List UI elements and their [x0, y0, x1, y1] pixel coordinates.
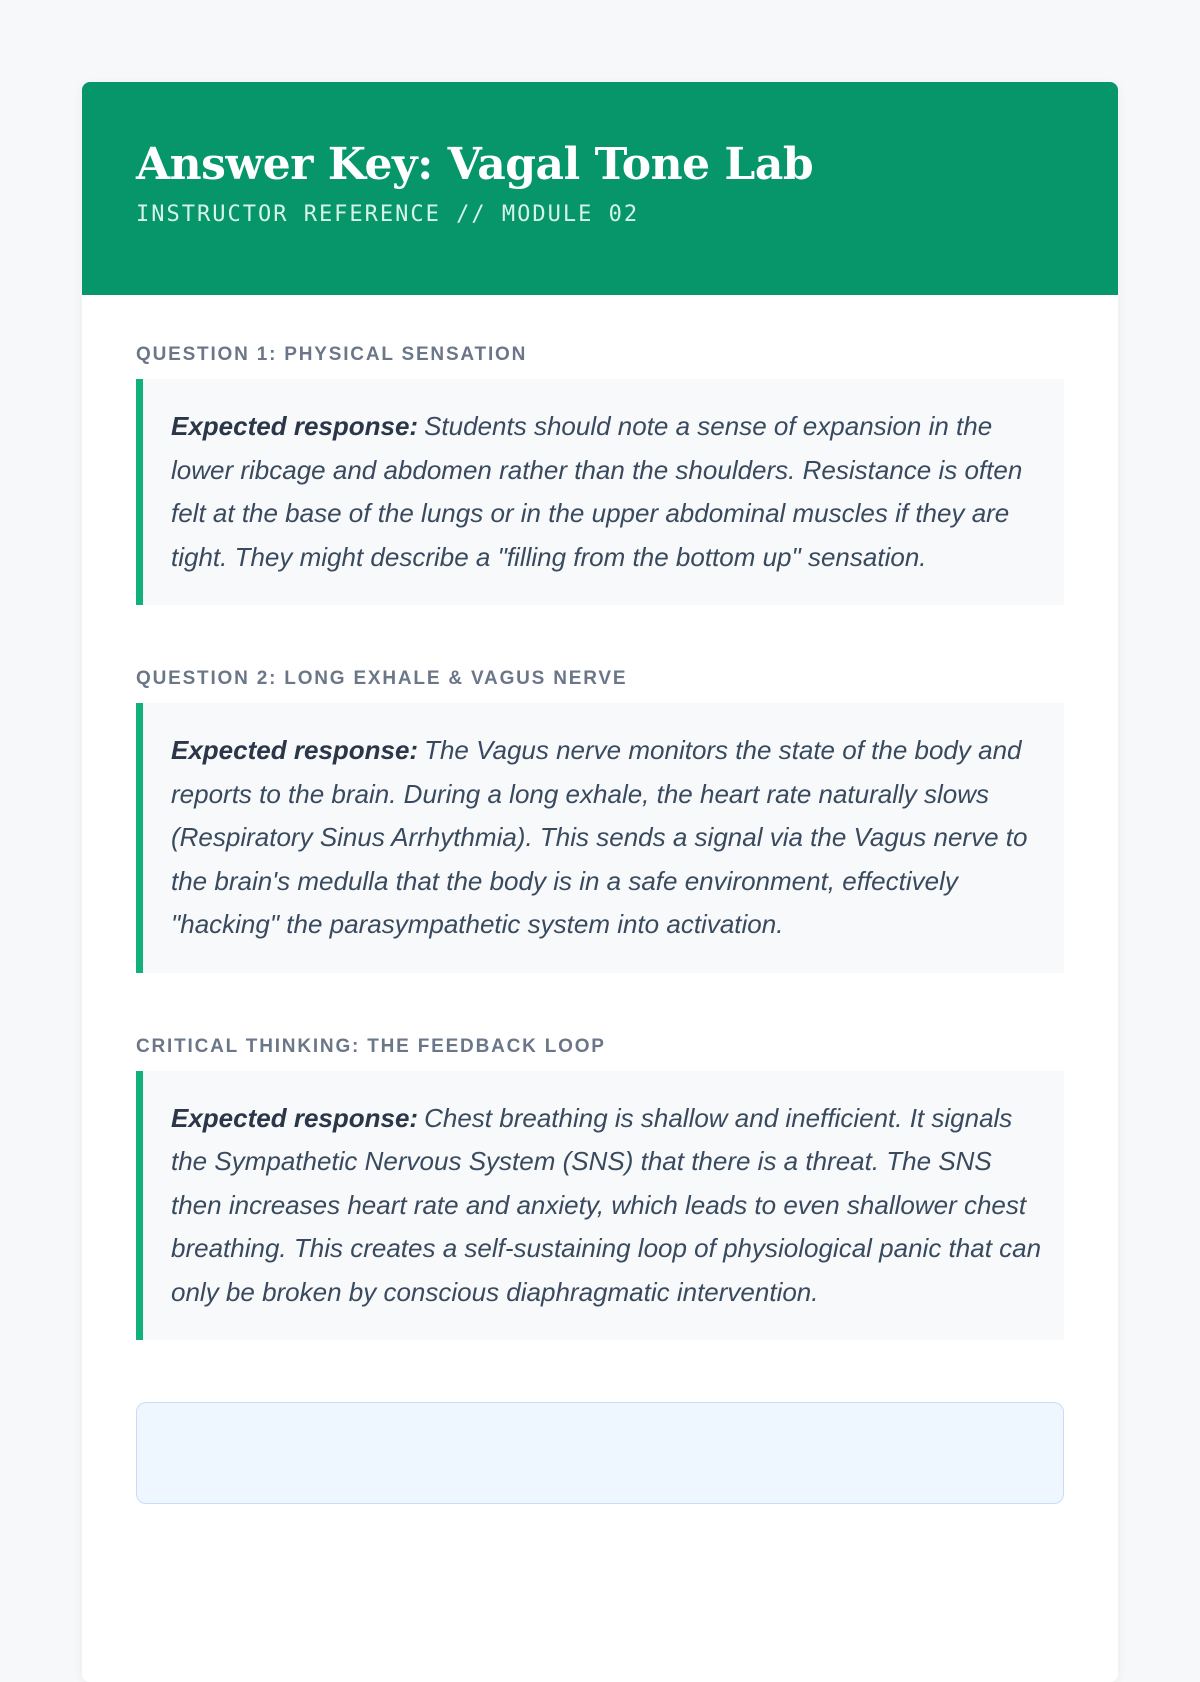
info-callout-box: [136, 1402, 1064, 1504]
expected-response-block: [136, 379, 1064, 605]
section-label: QUESTION 1: PHYSICAL SENSATION: [136, 344, 528, 365]
expected-response-lead: Expected response:: [171, 411, 419, 441]
expected-response-text: Chest breathing is shallow and inefficient. It signals the Sympathetic Nervous System (SNS) that there is a threat. The SNS then increases heart rate and anxiety, which leads to even shallower chest breathing. This creates a self-sustaining loop of physiological panic that can only be broken by conscious diaphragmatic intervention.: [171, 1102, 1042, 1307]
page-header: [82, 82, 1118, 295]
section-label: QUESTION 2: LONG EXHALE & VAGUS NERVE: [136, 668, 628, 689]
critical-thinking-section: [136, 1035, 1064, 1341]
expected-response-lead: Expected response:: [171, 735, 419, 765]
expected-response-text: Students should note a sense of expansion in the lower ribcage and abdomen rather than the shoulders. Resistance is often felt at the base of the lungs or in the upper abdominal muscles if they are tight. They might describe a "filling from the bottom up" sensation.: [171, 411, 1023, 572]
section-label: CRITICAL THINKING: THE FEEDBACK LOOP: [136, 1035, 606, 1057]
expected-response-block: [136, 1071, 1064, 1341]
expected-response-block: [136, 703, 1064, 973]
page-subtitle: INSTRUCTOR REFERENCE // MODULE 02: [136, 202, 640, 227]
page-title: Answer Key: Vagal Tone Lab: [136, 139, 814, 190]
expected-response-lead: Expected response:: [171, 1102, 419, 1133]
expected-response-text: The Vagus nerve monitors the state of the body and reports to the brain. During a long exhale, the heart rate naturally slows (Respiratory Sinus Arrhythmia). This sends a signal via the Vagus nerve to the brain's medulla that the body is in a safe environment, effectively "hacking" the parasympathetic system into activation.: [171, 735, 1028, 939]
answer-content: [82, 295, 1118, 1504]
question-section-2: [136, 667, 1064, 973]
question-section-1: [136, 343, 1064, 605]
answer-key-card: [82, 82, 1118, 1682]
